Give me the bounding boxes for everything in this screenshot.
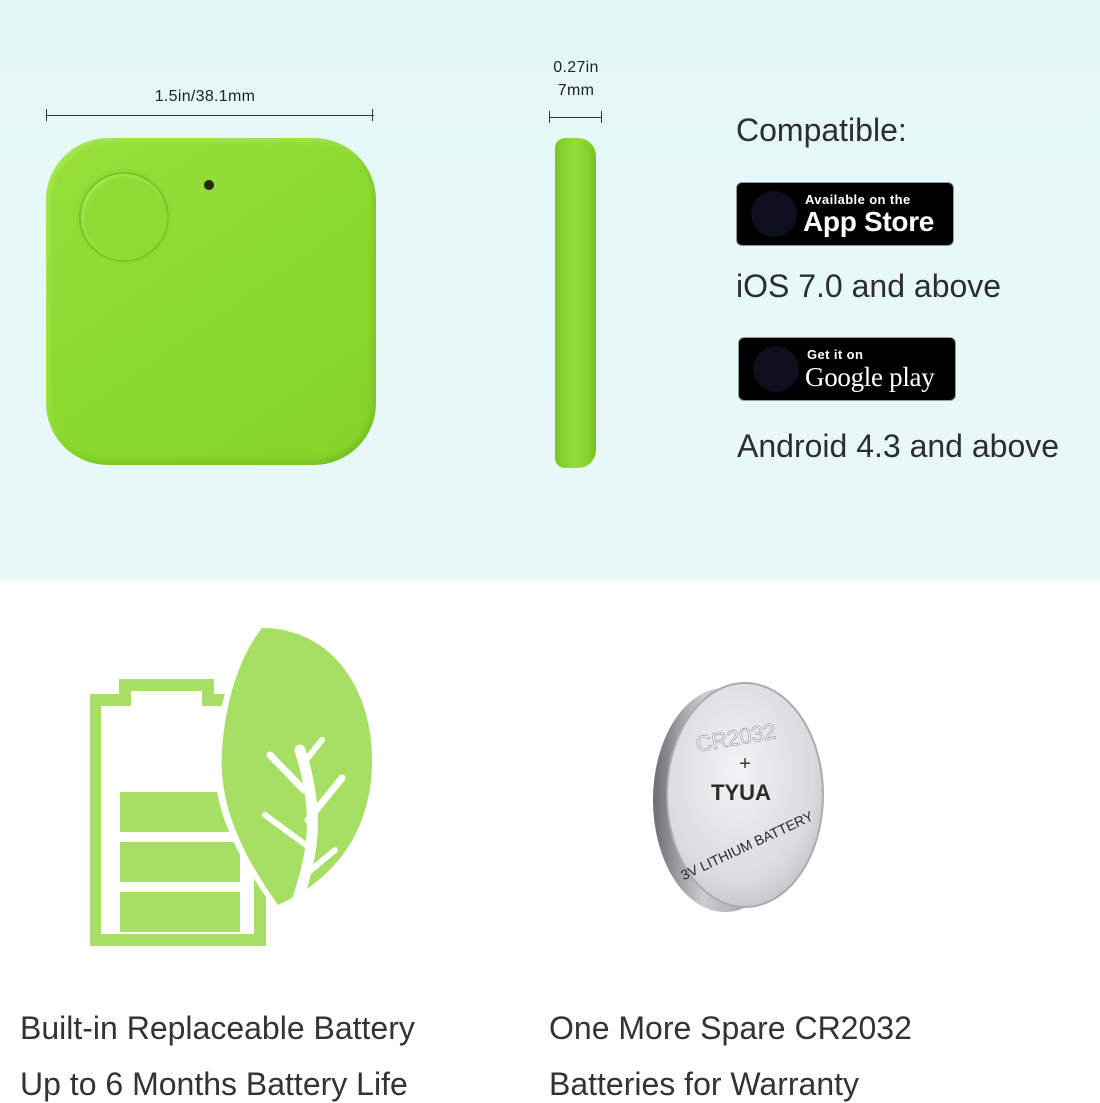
ios-requirement: iOS 7.0 and above [736,268,1002,304]
google-play-badge[interactable] [738,337,956,401]
battery-cell-3 [120,892,240,932]
apple-icon [751,191,797,237]
app-store-badge[interactable] [736,182,954,246]
spare-caption-line2: Batteries for Warranty [549,1066,860,1102]
thickness-dimension-line [549,117,602,118]
tracker-side-view [555,138,596,468]
battery-caption-line2: Up to 6 Months Battery Life [20,1066,408,1102]
google-play-badge-big-text: Google play [805,362,935,392]
app-store-badge-big-text: App Store [803,206,935,237]
google-play-icon [753,346,799,392]
android-requirement: Android 4.3 and above [737,428,1060,464]
spare-caption-line1: One More Spare CR2032 [549,1010,912,1046]
battery-plus-text: + [739,753,751,775]
app-store-badge-small-text: Available on the [805,192,911,207]
compatible-heading: Compatible: [736,112,907,148]
tracker-front-view [46,138,376,465]
battery-caption-line1: Built-in Replaceable Battery [20,1010,415,1046]
width-dimension-tick-right [372,109,373,121]
eco-battery-icon [90,620,390,950]
tracker-button [79,172,169,262]
width-dimension-label: 1.5in/38.1mm [154,88,256,105]
coin-battery-image [645,675,835,920]
width-dimension-tick-left [46,109,47,121]
battery-type-text: 3V LITHIUM BATTERY [678,807,816,884]
thickness-dimension-tick-right [601,111,602,123]
tracker-speaker-hole [204,180,214,190]
width-dimension-line [46,115,374,116]
thickness-dimension-inch-label: 0.27in [553,59,599,76]
battery-brand-text: TYUA [711,780,771,805]
thickness-dimension-tick-left [549,111,550,123]
thickness-dimension-mm-label: 7mm [557,82,595,99]
google-play-badge-small-text: Get it on [807,347,864,362]
battery-cell-2 [120,842,240,882]
battery-model-text: CR2032 [693,718,778,757]
